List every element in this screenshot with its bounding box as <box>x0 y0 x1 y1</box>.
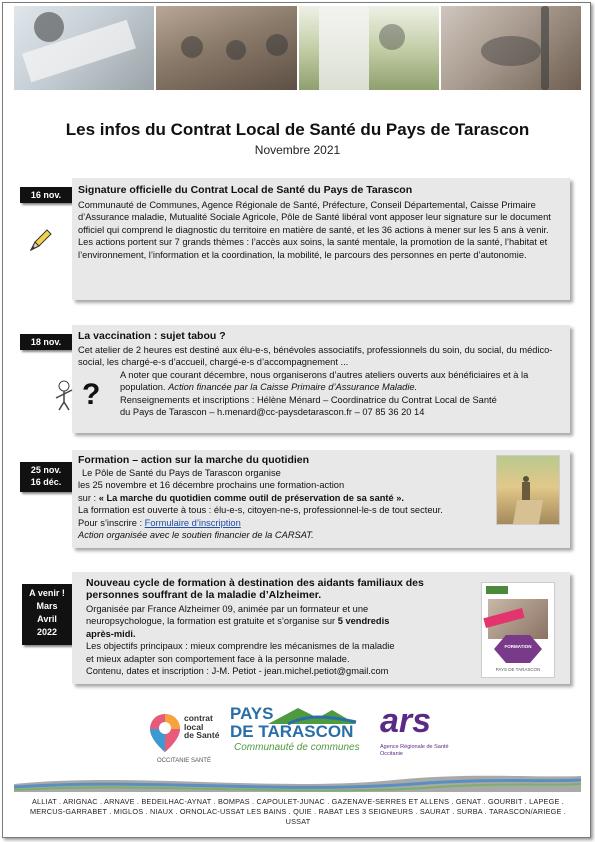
flyer-text-1: FORMATION <box>504 644 532 649</box>
event-2-contact-line-1: Renseignements et inscriptions : Hélène Ménard – Coordinatrice du Contrat Local de Santé <box>120 394 497 405</box>
event-4-title-line-1: Nouveau cycle de formation à destination des aidants familiaux des <box>86 577 424 589</box>
registration-form-link[interactable]: Formulaire d’inscription <box>144 517 241 528</box>
logo-pays-line-2: DE TARASCON <box>230 722 354 741</box>
event-3-line-6: Action organisée avec le soutien financier de la CARSAT. <box>78 530 314 541</box>
logo-ars-sub: Agence Régionale de Santé Occitanie <box>380 744 449 757</box>
page-title: Les infos du Contrat Local de Santé du Pays de Tarascon <box>65 120 530 139</box>
event-4-line-5: et mieux adapter son comportement face à la personne malade. <box>86 653 350 664</box>
photo-walking-path <box>496 455 560 525</box>
event-3-line-2: les 25 novembre et 16 décembre prochains une formation-action <box>78 480 345 491</box>
event-4-title-line-2: personnes souffrant de la maladie d’Alzheimer. <box>86 589 322 601</box>
date-tag-2-label: 18 nov. <box>30 337 62 347</box>
event-3-line-5-prefix: Pour s’inscrire : <box>78 517 143 528</box>
event-2-paragraph-2b: Action financée par la Caisse Primaire d’Assurance Maladie. <box>168 382 418 393</box>
event-2-paragraph-1: Cet atelier de 2 heures est destiné aux élu-e-s, bénévoles associatifs, professionnels du soin, du social, du médico-social, les chargé-e-s d’accueil, chargé-e-s d’accompagnement ... <box>78 345 553 368</box>
date-tag-3-line-2: 16 déc. <box>30 477 62 487</box>
photo-keyboard-stethoscope <box>14 6 154 90</box>
event-4-line-2-bold: 5 vendredis <box>337 616 390 627</box>
event-4-line-4: Les objectifs principaux : mieux comprendre les mécanismes de la maladie <box>86 641 395 652</box>
svg-text:?: ? <box>82 378 101 411</box>
page-subtitle: Novembre 2021 <box>254 143 341 157</box>
date-tag-4-line-4: 2022 <box>36 627 58 637</box>
photo-banner <box>14 6 581 90</box>
logo-pays-line-3: Communauté de communes <box>234 742 360 753</box>
date-tag-4-line-3: Avril <box>37 614 57 624</box>
event-3-line-3-prefix: sur : <box>78 492 97 503</box>
event-4-line-1: Organisée par France Alzheimer 09, animée par un formateur et une <box>86 604 369 614</box>
logo-pays-line-1: PAYS <box>230 704 274 723</box>
event-4-line-6: Contenu, dates et inscription : J-M. Petiot - jean.michel.petiot@gmail.com <box>86 666 389 677</box>
event-1-title: Signature officielle du Contrat Local de Santé du Pays de Tarascon <box>78 184 413 196</box>
event-4-line-3: après-midi. <box>86 628 136 639</box>
photo-workshop-group <box>156 6 296 90</box>
question-figure-icon <box>50 372 110 412</box>
footer-communes <box>18 797 578 827</box>
event-3-line-1: Le Pôle de Santé du Pays de Tarascon organise <box>82 468 281 478</box>
decorative-wave <box>14 770 581 792</box>
date-tag-4 <box>22 584 72 645</box>
date-tag-3 <box>20 462 72 492</box>
pencil-icon <box>27 228 53 254</box>
logo-cls-caption: OCCITANIE SANTÉ <box>157 758 211 764</box>
photo-woman-window <box>299 6 439 90</box>
event-3-line-4: La formation est ouverte à tous : élu-e-s, citoyen-ne-s, professionnel-le-s de tout secteur. <box>78 505 443 516</box>
date-tag-1 <box>20 187 72 203</box>
footer-line-2: MERCUS-GARRABET . MIGLOS . NIAUX . ORNOLAC-USSAT LES BAINS . QUIE . RABAT LES 3 SEIGNEURS . SAURAT . SURBA . TARASCON/ARIEGE . USSAT <box>29 807 567 826</box>
logo-ars-main: ars <box>380 702 432 740</box>
event-1-paragraph-2: Les actions portent sur 7 grands thèmes : l’accès aux soins, la santé mentale, la promotion de la santé, l’habitat et l’environnement, l’information et la coordination, la mobilité, le parcours des personnes en perte d’autonomie. <box>78 237 548 260</box>
alzheimer-flyer <box>481 582 555 678</box>
event-4-line-2-prefix: neuropsychologue, la formation est gratuite et s’organise sur <box>86 616 336 627</box>
event-3-line-3-bold: « La marche du quotidien comme outil de préservation de sa santé ». <box>98 492 405 503</box>
event-box-2 <box>72 325 570 433</box>
flyer-text-2: PAYS DE TARASCON <box>495 667 541 672</box>
date-tag-2 <box>20 334 72 350</box>
logo-cls-line-2: local <box>184 721 204 732</box>
event-2-contact-line-2: du Pays de Tarascon – h.menard@cc-paysdetarascon.fr – 07 85 36 20 14 <box>120 407 425 418</box>
logo-cls-line-3: de Santé <box>184 730 220 740</box>
event-2-title: La vaccination : sujet tabou ? <box>78 330 226 342</box>
photo-elderly-hands-cane <box>441 6 581 90</box>
event-3-title: Formation – action sur la marche du quotidien <box>78 454 310 466</box>
logo-cls-line-1: contrat <box>184 713 213 723</box>
date-tag-4-line-1: A venir ! <box>29 588 65 598</box>
event-2-paragraph-2a: A noter que courant décembre, nous organiserons d’autres ateliers ouverts aux bénéficiaires et à la population. <box>120 369 529 393</box>
date-tag-3-line-1: 25 nov. <box>30 465 62 475</box>
event-box-1 <box>72 178 570 300</box>
logo-contrat-local-sante <box>148 710 220 768</box>
date-tag-1-label: 16 nov. <box>30 190 62 200</box>
logo-pays-de-tarascon <box>228 702 358 764</box>
map-pin-icon <box>148 712 182 754</box>
logo-ars <box>380 702 460 764</box>
date-tag-4-line-2: Mars <box>36 601 58 611</box>
event-1-paragraph-1: Communauté de Communes, Agence Régionale de Santé, Préfecture, Conseil Départemental, Caisse Primaire d’Assurance maladie, Mutualité Sociale Agricole, Pôle de Santé libéral vont apposer leur signature sur le document officiel qui comprend le diagnostic du territoire en matière de santé, et les 36 actions à mener sur les 5 ans à venir. <box>78 200 551 235</box>
footer-line-1: ALLIAT . ARIGNAC . ARNAVE . BEDEILHAC-AYNAT . BOMPAS . CAPOULET-JUNAC . GAZENAVE-SERRES ET ALLENS . GENAT . GOURBIT . LAPEGE . <box>31 797 565 806</box>
